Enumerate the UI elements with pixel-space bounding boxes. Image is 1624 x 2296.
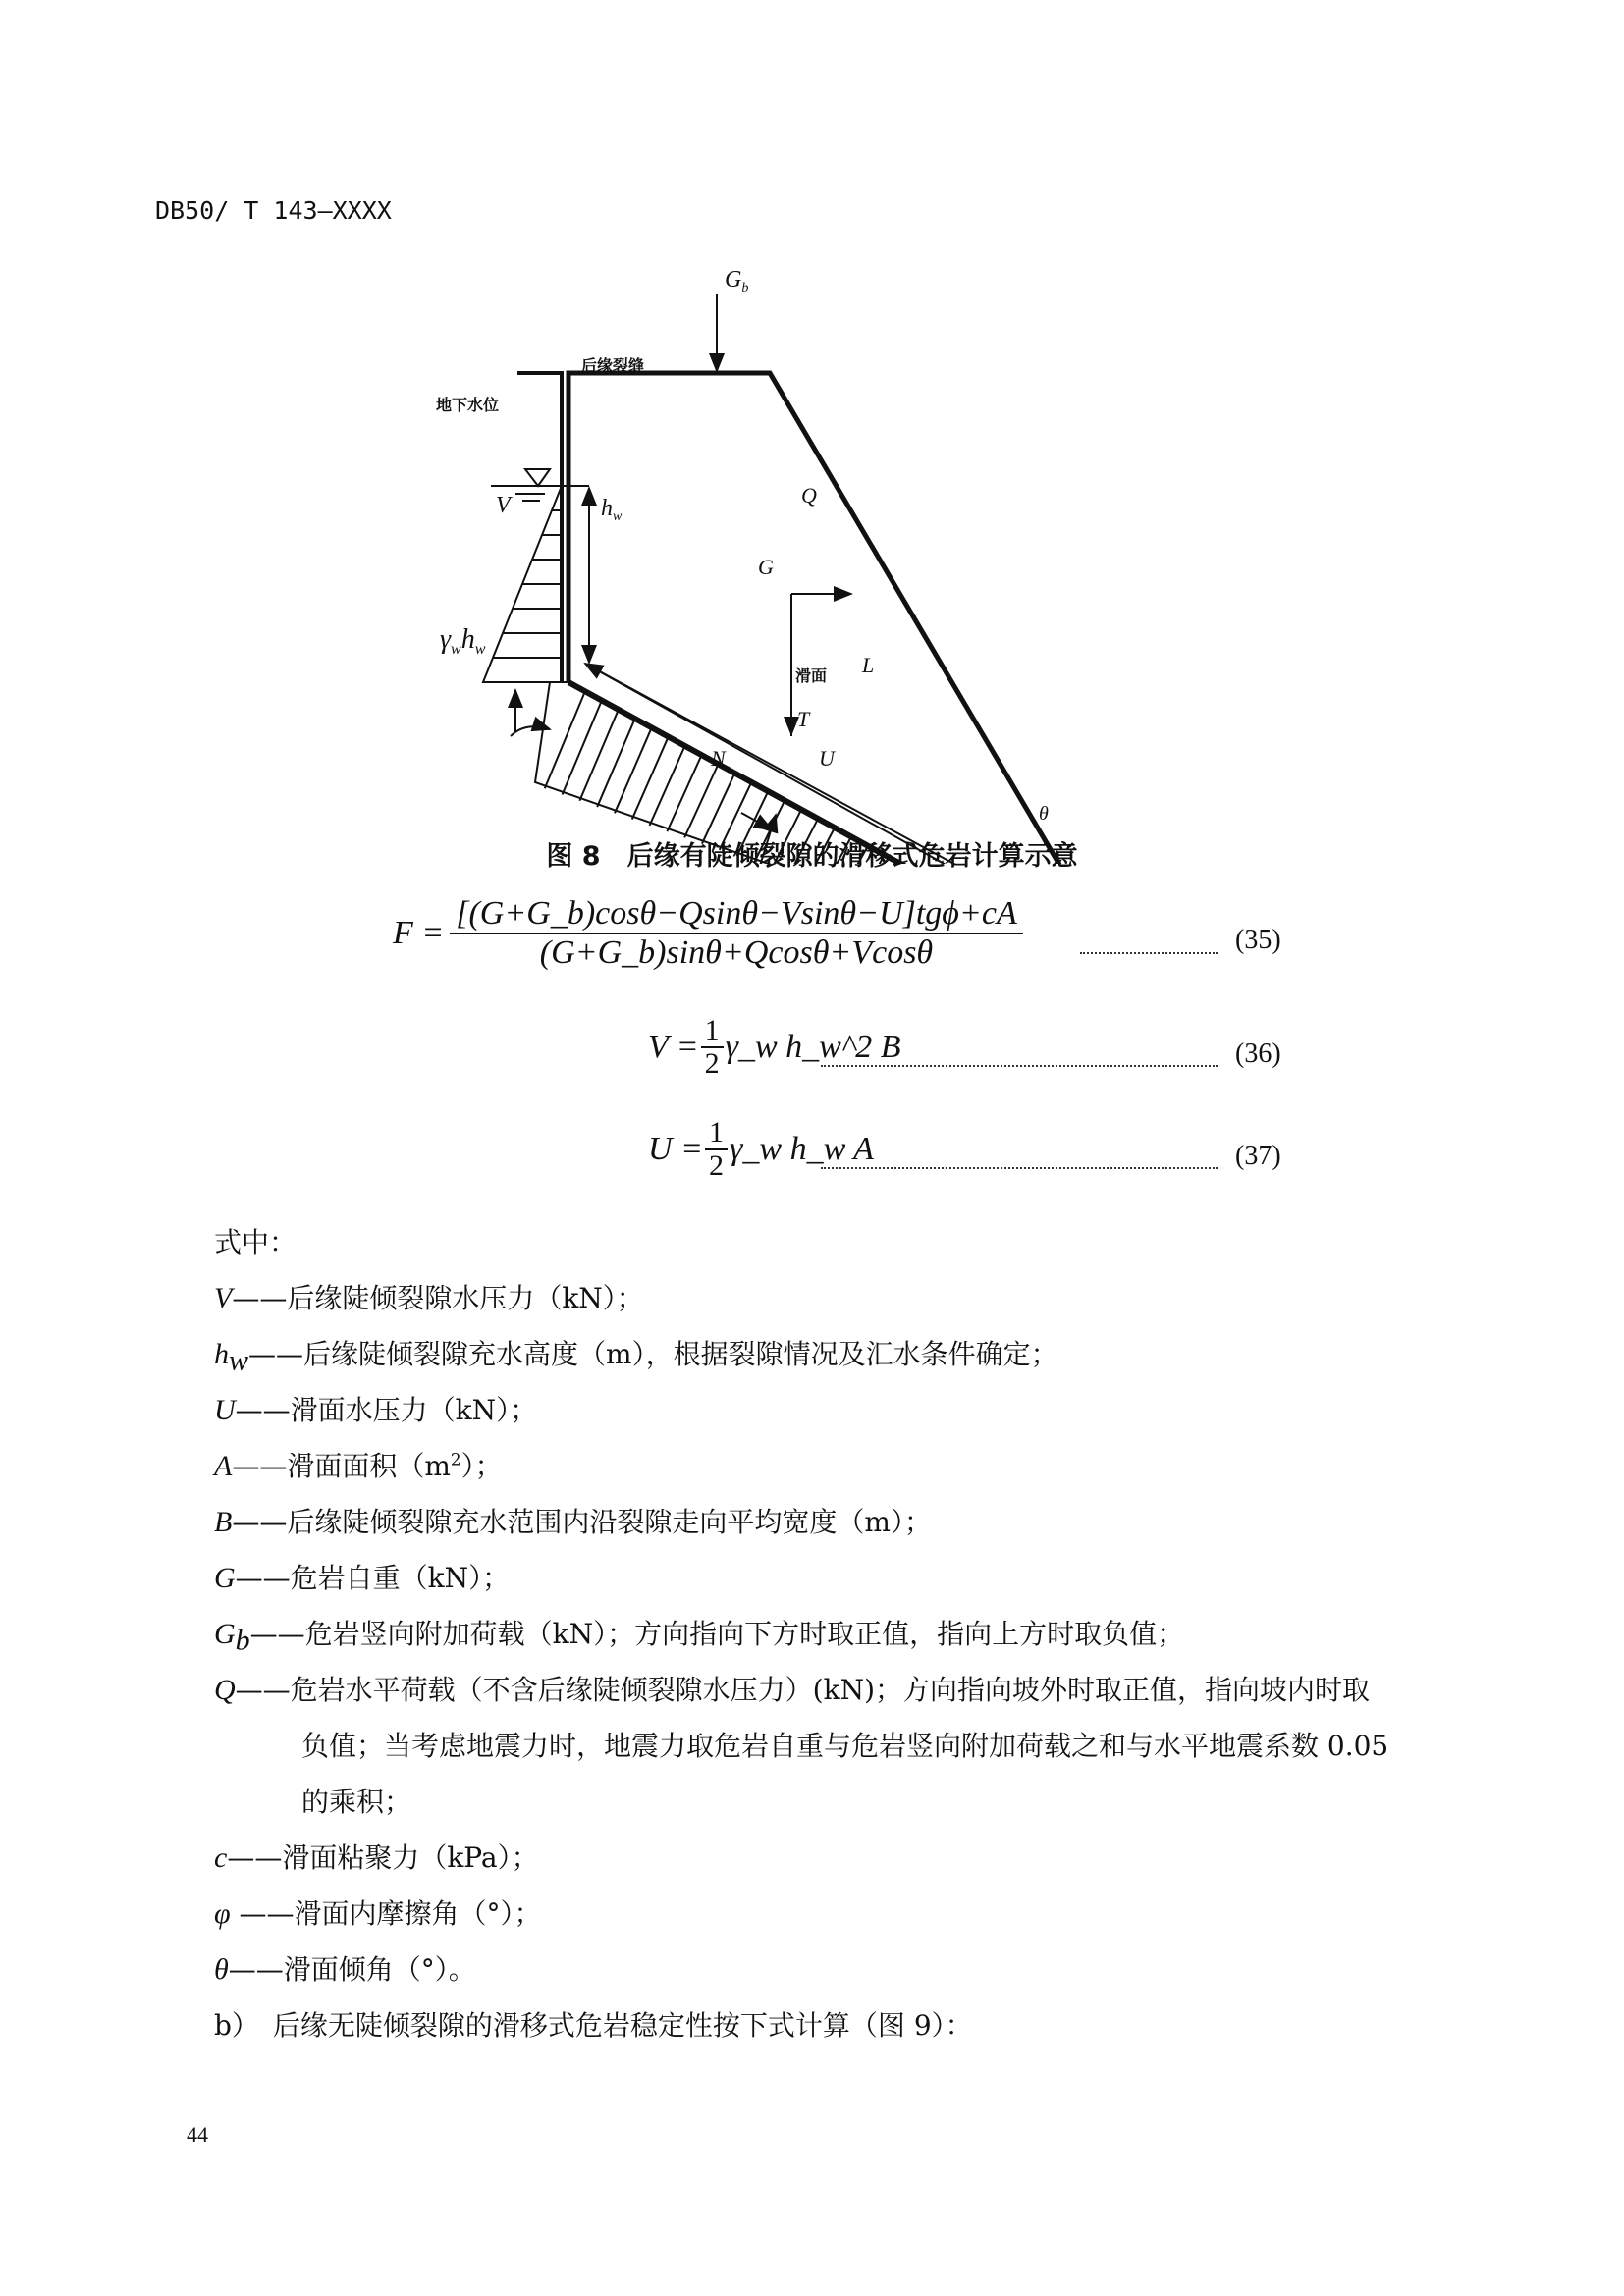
eq37-rhs: γ_w h_w A <box>730 1131 874 1167</box>
eq35-leader <box>1080 952 1218 954</box>
eq35-number: (35) <box>1235 925 1281 955</box>
rock-slide-diagram <box>0 0 1624 864</box>
equation-37 <box>648 1117 874 1182</box>
hw-label: $h_w$ <box>601 496 623 524</box>
legend-item-q: Q——危岩水平荷载（不含后缘陡倾裂隙水压力）(kN)；方向指向坡外时取正值，指向坡内时取 <box>214 1674 1370 1706</box>
slide-surface-label: 滑面 <box>795 668 828 685</box>
legend-item-u: U——滑面水压力（kN）； <box>214 1394 538 1426</box>
figure-caption: 图 8 后缘有陡倾裂隙的滑移式危岩计算示意 <box>546 841 1078 872</box>
water-pressure-triangle <box>483 486 562 682</box>
eq37-number: (37) <box>1235 1141 1281 1171</box>
n-label: N <box>711 746 726 771</box>
legend-item-phi: φ ——滑面内摩擦角（°）； <box>214 1897 542 1930</box>
legend-intro: 式中： <box>214 1226 298 1258</box>
hatch-line <box>667 755 701 831</box>
eq37-frac-num: 1 <box>705 1117 728 1150</box>
eq37-leader <box>821 1167 1218 1169</box>
legend-item-q-cont1: 负值；当考虑地震力时，地震力取危岩自重与危岩竖向附加荷载之和与水平地震系数 0.05 <box>301 1730 1389 1762</box>
l-label: L <box>862 653 875 677</box>
legend-item-a: A——滑面面积$(m^2)$； <box>214 1449 503 1482</box>
gamma-hw-label: $\gamma_wh_w$ <box>440 624 486 658</box>
legend-item-hw: $h_w——$后缘陡倾裂隙充水高度（m），根据裂隙情况及汇水条件确定； <box>214 1338 1058 1377</box>
rock-outline <box>517 373 1134 864</box>
eq35-denominator: (G+G_b)sinθ+Qcosθ+Vcosθ <box>539 934 934 971</box>
document-code-header: DB50/ T 143—XXXX <box>155 196 392 225</box>
theta-label: θ <box>1039 803 1049 825</box>
u-label: U <box>819 746 835 771</box>
eq36-leader <box>821 1065 1218 1067</box>
hatch-line <box>545 691 585 788</box>
legend-item-v: V——后缘陡倾裂隙水压力（kN）； <box>214 1282 644 1314</box>
eq36-number: (36) <box>1235 1039 1281 1069</box>
eq37-lhs: U = <box>648 1131 703 1167</box>
g-label: G <box>758 555 774 579</box>
legend-item-c: c——滑面粘聚力（kPa）； <box>214 1842 539 1874</box>
eq37-frac-den: 2 <box>709 1149 724 1182</box>
hatch-line <box>615 727 652 813</box>
legend-item-q-cont2: 的乘积； <box>301 1786 412 1818</box>
v-label: V <box>496 493 511 518</box>
gb-label: $G_b$ <box>725 267 749 295</box>
equation-35 <box>393 895 1023 972</box>
eq36-frac-den: 2 <box>704 1047 720 1080</box>
eq35-lhs: F = <box>393 915 445 951</box>
hatch-line <box>597 719 635 807</box>
item-b-text: b） 后缘无陡倾裂隙的滑移式危岩稳定性按下式计算（图 9）： <box>214 2009 973 2042</box>
equation-36 <box>648 1015 900 1080</box>
water-level-label: 地下水位 <box>436 398 500 414</box>
hatch-line <box>684 764 718 837</box>
legend-item-g: G——危岩自重（kN）； <box>214 1562 511 1594</box>
eq35-numerator: [(G+G_b)cosθ−Qsinθ−Vsinθ−U]tgϕ+cA <box>450 895 1023 934</box>
page-number: 44 <box>187 2122 208 2147</box>
hatch-line <box>563 701 602 795</box>
q-label: Q <box>801 483 817 507</box>
eq36-frac-num: 1 <box>701 1015 724 1048</box>
hatch-line <box>579 710 618 801</box>
legend-item-theta: θ——滑面倾角（°）。 <box>214 1953 476 1986</box>
legend-item-gb: $G_b——$危岩竖向附加荷载（kN）；方向指向下方时取正值，指向上方时取负值； <box>214 1618 1185 1657</box>
hatch-line <box>702 774 734 844</box>
crack-label: 后缘裂缝 <box>581 358 645 375</box>
hatch-line <box>650 746 685 826</box>
hatch-line <box>632 737 669 820</box>
legend-item-b: B——后缘陡倾裂隙充水范围内沿裂隙走向平均宽度（m）； <box>214 1506 932 1538</box>
t-label: T <box>797 707 810 731</box>
eq36-lhs: V = <box>648 1029 699 1065</box>
eq36-rhs: γ_w h_w^2 B <box>725 1029 901 1065</box>
